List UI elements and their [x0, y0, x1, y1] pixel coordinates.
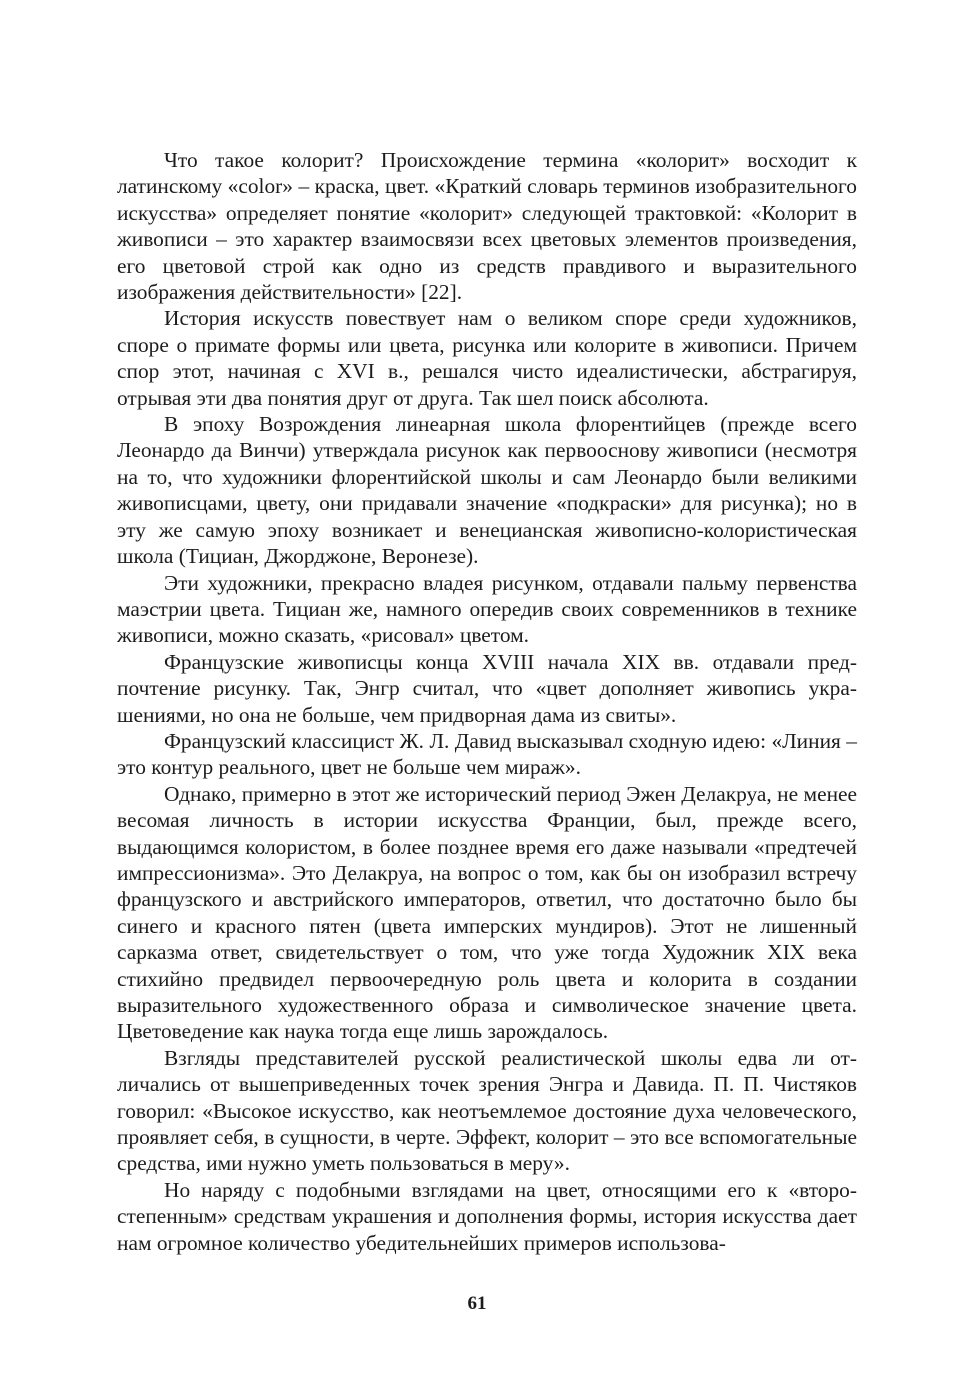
paragraph-david-quote: Французский классицист Ж. Л. Давид высказывал сходную идею: «Линия – это контур реального, цвет не больше чем мираж». [117, 728, 857, 780]
paragraph-renaissance-schools: В эпоху Возрождения линеарная школа флорентийцев (прежде всего Леонардо да Винчи) утверждала рисунок как первооснову живописи (несмотря на то, что художники флорентийской школы и сам Леонардо были великими живописцами, цвету, они придавали значение «подкраски» для рисунка); но в эту же самую эпоху возникает и венецианская живописно-колористическая школа (Тициан, Джорджоне, Веронезе). [117, 412, 857, 569]
paragraph-russian-realists: Взгляды представителей русской реалистической школы едва ли отличались от вышеприведенных точек зрения Энгра и Давида. П. П. Чистяков говорил: «Высокое искусство, как неотъемлемое достояние духа человеческого, проявляет себя, в сущности, в черте. Эффект, колорит – это все вспомогательные средства, ими нужно уметь пользоваться в меру». [117, 1045, 857, 1176]
page-number: 61 [467, 1293, 487, 1314]
paragraph-art-history-dispute: История искусств повествует нам о великом споре среди художников, споре о примате формы или цвета, рисунка или колорите в живописи. Причем спор этот, начиная с XVI в., решался чисто идеалистически, абстрагируя, отрывая эти два понятия друг от друга. Так шел поиск абсолюта. [117, 306, 857, 410]
paragraph-delacroix: Однако, примерно в этот же исторический период Эжен Делакруа, не менее весомая личность в истории искусства Франции, был, прежде всего, выдающимся колористом, в более позднее время его даже называли «предтечей импрессионизма». Это Делакруа, на вопрос о том, как бы он изобразил встречу французского и австрийского императоров, ответил, что достаточно было бы синего и красного пятен (цвета имперских мундиров). Этот не лишенный сарказма ответ, свидетельствует о том, что уже тогда Художник XIX века стихийно предвидел первоочередную роль цвета и колорита в создании выразительного художественного образа и символическое значение цвета. Цветоведение как наука тогда еще лишь зарождалось. [117, 781, 857, 1044]
paragraph-french-painters-ingres: Французские живописцы конца XVIII начала XIX вв. отдавали предпочтение рисунку. Так, Энгр считал, что «цвет дополняет живопись украшениями, но она не больше, чем придворная дама из свиты». [117, 649, 857, 727]
paragraph-venetian-artists: Эти художники, прекрасно владея рисунком, отдавали пальму первенства маэстрии цвета. Тициан же, намного опередив своих современников в технике живописи, можно сказать, «рисовал» цветом. [117, 570, 857, 648]
paragraph-color-examples: Но наряду с подобными взглядами на цвет, относящими его к «второстепенным» средствам украшения и дополнения формы, история искусства дает нам огромное количество убедительнейших примеров использова- [117, 1177, 857, 1255]
body-text [117, 147, 857, 1256]
paragraph-colorit-definition: Что такое колорит? Происхождение термина «колорит» восходит к латинскому «color» – краска, цвет. «Краткий словарь терминов изобразительного искусства» определяет понятие «колорит» следующей трактовкой: «Колорит в живописи – это характер взаимосвязи всех цветовых элементов произведения, его цветовой строй как одно из средств правдивого и выразительного изображения действительности» [22]. [117, 148, 857, 305]
